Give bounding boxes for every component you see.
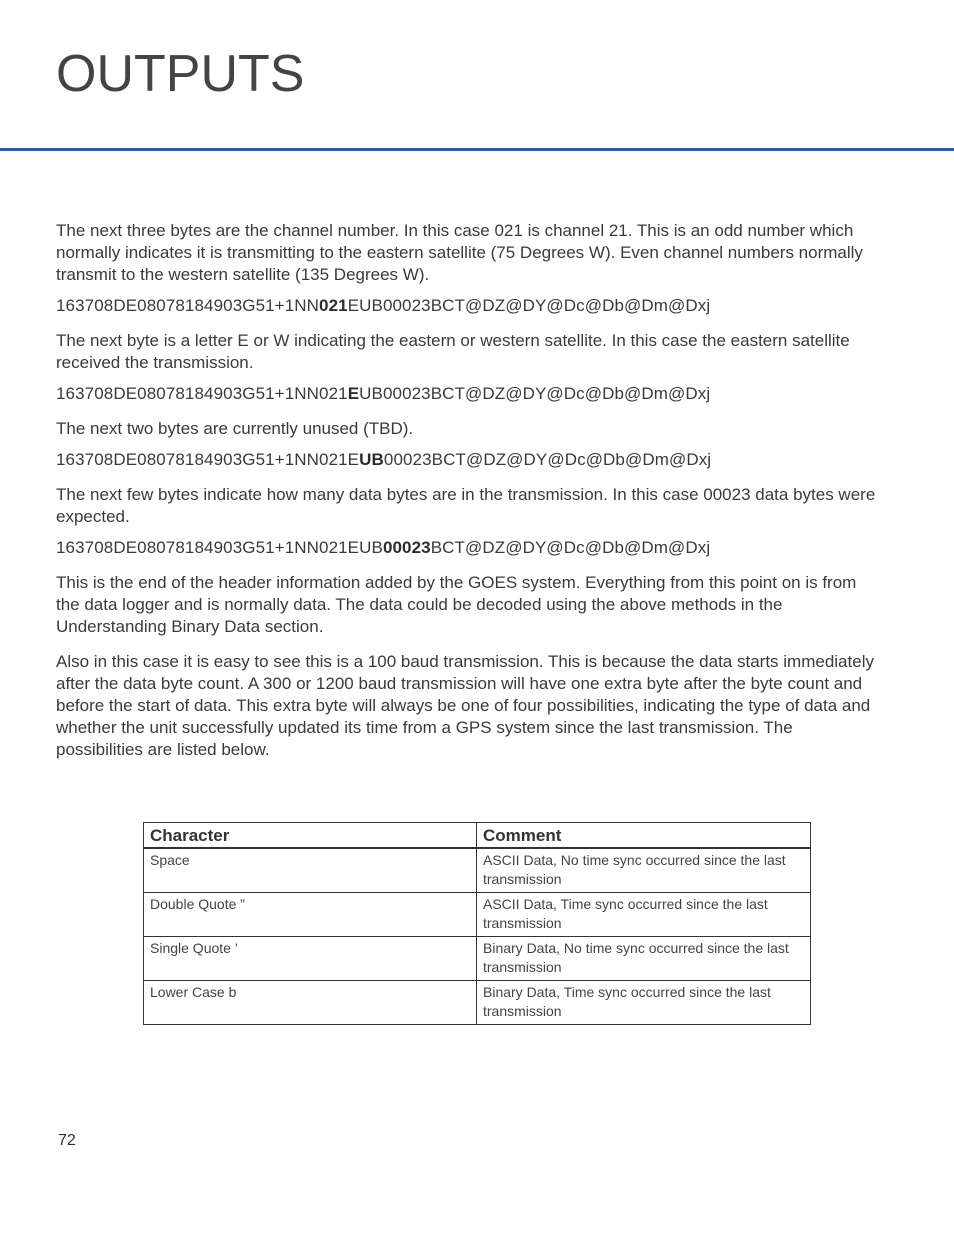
code-suffix: EUB00023BCT@DZ@DY@Dc@Db@Dm@Dxj [347,296,711,315]
table-row [144,893,811,937]
paragraph-channel-number: The next three bytes are the channel number. In this case 021 is channel 21. This is an odd number which normally indicates it is transmitting to the eastern satellite (75 Degrees W). Even channel numbers normally transmit to the western satellite (135 Degrees W). [56,221,863,284]
cell-comment: ASCII Data, Time sync occurred since the last transmission [477,893,811,937]
table-row [144,981,811,1025]
page-title: OUTPUTS [56,45,305,103]
code-suffix: BCT@DZ@DY@Dc@Db@Dm@Dxj [430,538,711,557]
cell-character: Double Quote ” [144,893,477,937]
table-row [144,848,811,893]
title-divider [0,148,954,151]
code-sample-satellite [56,383,884,405]
code-sample-unused [56,449,884,471]
code-prefix: 163708DE08078184903G51+1NN021E [56,450,360,469]
paragraph-unused-bytes: The next two bytes are currently unused (TBD). [56,419,414,438]
cell-comment: ASCII Data, No time sync occurred since the last transmission [477,848,811,893]
code-sample-byte-count [56,537,884,559]
code-prefix: 163708DE08078184903G51+1NN021 [56,384,348,403]
table-row [144,937,811,981]
paragraph-baud-rate: Also in this case it is easy to see this is a 100 baud transmission. This is because the data starts immediately after the data byte count. A 300 or 1200 baud transmission will have one extra byte after the byte count and before the start of data. This extra byte will always be one of four possibilities, indicating the type of data and whether the unit successfully updated its time from a GPS system since the last transmission. The possibilities are listed below. [56,652,874,759]
document-body [56,220,884,770]
paragraph-header-end: This is the end of the header information added by the GOES system. Everything from this point on is from the data logger and is normally data. The data could be decoded using the above methods in the Understanding Binary Data section. [56,573,857,636]
cell-character: Lower Case b [144,981,477,1025]
column-header-character: Character [144,823,477,849]
character-table [143,822,811,1025]
code-highlight: 021 [319,296,348,315]
code-highlight: E [347,384,360,403]
cell-character: Space [144,848,477,893]
code-sample-channel [56,295,884,317]
code-highlight: UB [359,450,384,469]
page-number: 72 [58,1132,76,1149]
code-highlight: 00023 [382,538,431,557]
paragraph-satellite-letter: The next byte is a letter E or W indicating the eastern or western satellite. In this case the eastern satellite received the transmission. [56,331,850,372]
table-header-row [144,823,811,849]
code-suffix: UB00023BCT@DZ@DY@Dc@Db@Dm@Dxj [359,384,711,403]
paragraph-byte-count: The next few bytes indicate how many data bytes are in the transmission. In this case 00023 data bytes were expected. [56,485,876,526]
code-prefix: 163708DE08078184903G51+1NN [56,296,320,315]
cell-comment: Binary Data, No time sync occurred since the last transmission [477,937,811,981]
cell-character: Single Quote ’ [144,937,477,981]
code-prefix: 163708DE08078184903G51+1NN021EUB [56,538,383,557]
cell-comment: Binary Data, Time sync occurred since the last transmission [477,981,811,1025]
code-suffix: 00023BCT@DZ@DY@Dc@Db@Dm@Dxj [383,450,712,469]
column-header-comment: Comment [477,823,811,849]
